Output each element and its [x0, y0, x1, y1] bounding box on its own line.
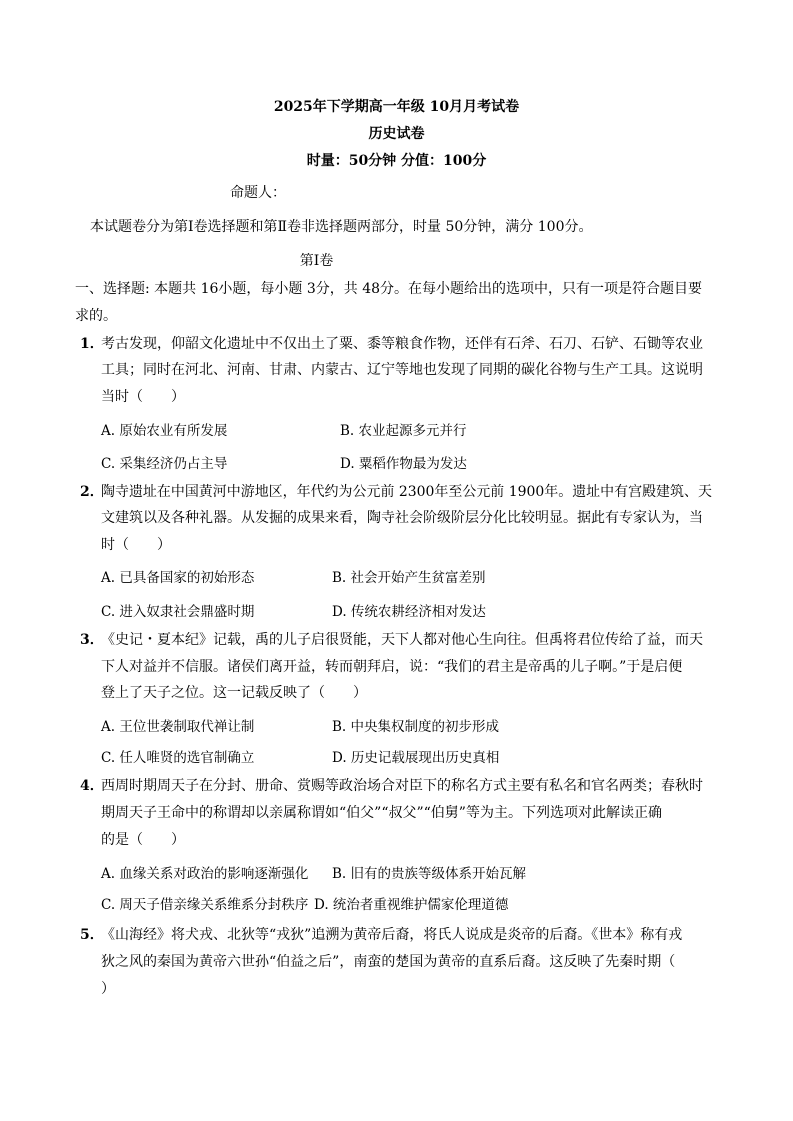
time-score-info: 时量：50分钟 分值：100分 — [306, 153, 487, 169]
option-d: D. 传统农耕经济相对发达 — [332, 604, 486, 620]
question-text-line: 的是（ ） — [101, 832, 185, 848]
option-a: A. 已具备国家的初始形态 — [101, 570, 255, 586]
question-text-line: 考古发现，仰韶文化遗址中不仅出土了粟、黍等粮食作物，还伴有石斧、石刀、石铲、石锄等农业 — [101, 336, 703, 352]
option-c: C. 任人唯贤的选官制确立 — [101, 750, 255, 766]
option-a: A. 王位世袭制取代禅让制 — [101, 719, 255, 735]
question-text-line: 《史记・夏本纪》记载，禹的儿子启很贤能，天下人都对他心生向往。但禹将君位传给了益，而天 — [101, 632, 703, 648]
question-text-line: 期周天子王命中的称谓却以亲属称谓如“伯父”“叔父”“伯舅”等为主。下列选项对此解读正确 — [101, 805, 662, 821]
question-text-line: 狄之风的秦国为黄帝六世孙“伯益之后”，南蛮的楚国为黄帝的直系后裔。这反映了先秦时期（ — [101, 954, 676, 970]
option-b: B. 社会开始产生贫富差别 — [332, 570, 486, 586]
exam-title: 2025年下学期高一年级 10月月考试卷 — [273, 99, 520, 115]
option-b: B. 农业起源多元并行 — [340, 423, 467, 439]
question-number: 2． — [80, 484, 104, 500]
option-c: C. 周天子借亲缘关系维系分封秩序 — [101, 897, 309, 913]
option-c: C. 进入奴隶社会鼎盛时期 — [101, 604, 255, 620]
question-number: 3． — [80, 632, 104, 648]
question-text-line: 工具；同时在河北、河南、甘肃、内蒙古、辽宁等地也发现了同期的碳化谷物与生产工具。这说明 — [101, 362, 703, 378]
option-d: D. 粟稻作物最为发达 — [340, 456, 467, 472]
exam-intro: 本试题卷分为第Ⅰ卷选择题和第Ⅱ卷非选择题两部分，时量 50分钟，满分 100分。 — [90, 219, 593, 235]
question-number: 1． — [80, 336, 104, 352]
option-d: D. 历史记载展现出历史真相 — [332, 750, 500, 766]
part-heading: 第Ⅰ卷 — [299, 253, 334, 269]
question-text-line: 西周时期周天子在分封、册命、赏赐等政治场合对臣下的称名方式主要有私名和官名两类；春秋时 — [101, 778, 703, 794]
option-c: C. 采集经济仍占主导 — [101, 456, 228, 472]
question-text-line: 陶寺遗址在中国黄河中游地区，年代约为公元前 2300年至公元前 1900年。遗址中有宫殿建筑、天 — [101, 484, 712, 500]
question-text-line: 《山海经》将犬戎、北狄等“戎狄”追溯为黄帝后裔，将氏人说成是炎帝的后裔。《世本》称有戎 — [101, 927, 683, 943]
question-text-line: 时（ ） — [101, 537, 171, 553]
question-text-line: ） — [101, 981, 115, 997]
section-instruction-line-2: 求的。 — [75, 308, 117, 324]
question-number: 4． — [80, 778, 104, 794]
option-a: A. 原始农业有所发展 — [101, 423, 228, 439]
author-label: 命题人： — [230, 185, 286, 201]
section-instruction-line-1: 一、选择题: 本题共 16小题，每小题 3分，共 48分。在每小题给出的选项中，只有一项是符合题目要 — [75, 281, 703, 297]
question-number: 5． — [80, 927, 104, 943]
option-b: B. 旧有的贵族等级体系开始瓦解 — [332, 866, 527, 882]
question-text-line: 当时（ ） — [101, 389, 185, 405]
option-b: B. 中央集权制度的初步形成 — [332, 719, 500, 735]
question-text-line: 登上了天子之位。这一记载反映了（ ） — [101, 685, 367, 701]
option-a: A. 血缘关系对政治的影响逐渐强化 — [101, 866, 309, 882]
question-text-line: 文建筑以及各种礼器。从发掘的成果来看，陶寺社会阶级阶层分化比较明显。据此有专家认为，当 — [101, 510, 703, 526]
exam-subject: 历史试卷 — [368, 126, 425, 142]
question-text-line: 下人对益并不信服。诸侯们离开益，转而朝拜启，说：“我们的君主是帝禹的儿子啊。”于是启便 — [101, 659, 683, 675]
option-d: D. 统治者重视维护儒家伦理道德 — [314, 897, 509, 913]
